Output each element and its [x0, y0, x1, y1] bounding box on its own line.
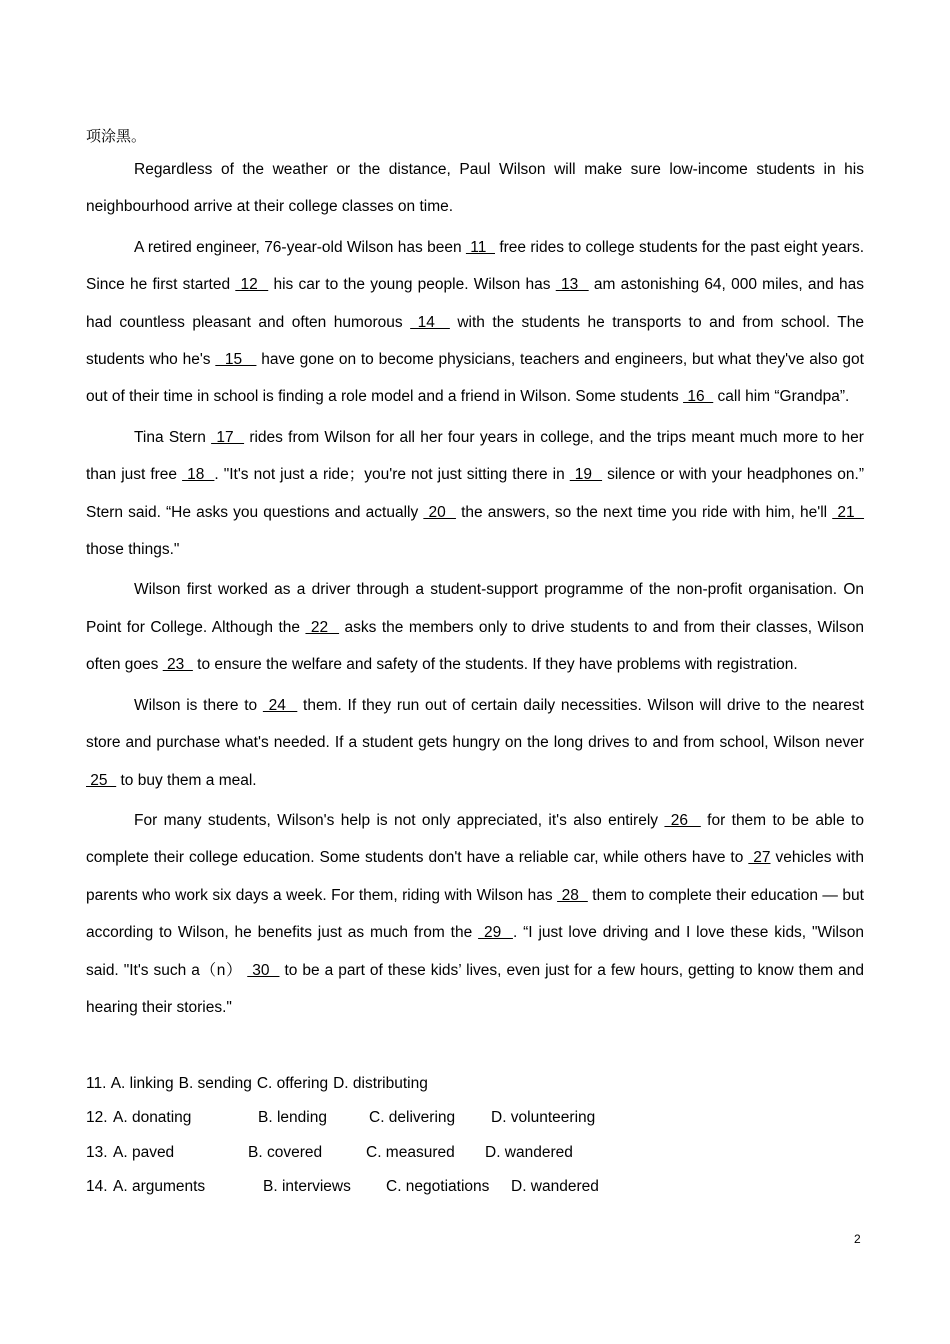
option-line	[86, 1104, 864, 1138]
passage-text: those things."	[86, 541, 180, 559]
passage-text: vehicles with parents who work six days a week. For them, riding with Wilson has	[86, 849, 864, 904]
passage-paragraph	[86, 229, 864, 416]
blank-number: 13	[555, 276, 589, 294]
answer-choice[interactable]: C. measured	[366, 1143, 455, 1161]
passage-text: Tina Stern	[134, 428, 212, 446]
blank-number: 27	[748, 849, 771, 867]
answer-choice[interactable]: C. negotiations	[386, 1177, 490, 1195]
passage-text: call him “Grandpa”.	[713, 388, 850, 406]
passage-text: them to complete their education — but according to Wilson, he benefits just as much from the	[86, 886, 864, 942]
answer-choice[interactable]: D. distributing	[333, 1075, 428, 1092]
answer-choice[interactable]: D. volunteering	[491, 1109, 596, 1127]
answer-choice[interactable]: B. lending	[258, 1109, 327, 1127]
passage-paragraph	[86, 571, 864, 683]
blank-number: 28	[557, 886, 588, 904]
blank-number: 29	[478, 924, 513, 942]
answer-choice[interactable]: D. wandered	[511, 1177, 599, 1195]
blank-number: 17	[211, 428, 245, 446]
passage-text: silence or with your headphones on.” Stern said. “He asks you questions and actually	[86, 466, 864, 521]
passage-text: . "It's not just a ride；you're not just sitting there in	[214, 466, 570, 484]
answer-choice[interactable]: D. wandered	[485, 1143, 573, 1161]
question-number: 13.	[86, 1143, 112, 1161]
question-number: 14.	[86, 1177, 112, 1195]
passage-text: am astonishing 64, 000 miles, and has had countless pleasant and often humorous	[86, 276, 864, 331]
question-number: 12.	[86, 1109, 112, 1127]
passage-text: For many students, Wilson's help is not only appreciated, it's also entirely	[134, 811, 665, 829]
blank-number: 18	[182, 466, 215, 484]
passage-text: to buy them a meal.	[116, 771, 257, 789]
passage-text: with the students he transports to and from school. The students who he's	[86, 313, 864, 369]
blank-number: 26	[664, 811, 701, 829]
passage-text: to be a part of these kids’ lives, even just for a few hours, getting to know them and hearing their stories."	[86, 961, 864, 1016]
cloze-passage	[86, 151, 864, 1029]
passage-paragraph	[86, 419, 864, 569]
answer-choice[interactable]: B. sending	[178, 1075, 252, 1092]
option-line	[86, 1070, 864, 1104]
blank-number: 25	[86, 771, 117, 789]
passage-text: Wilson first worked as a driver through a student-support programme of the non-profit organisation. On Point for College. Although the	[86, 581, 864, 636]
passage-text: his car to the young people. Wilson has	[268, 276, 556, 294]
answer-choice[interactable]: A. linking	[110, 1075, 174, 1092]
blank-number: 24	[262, 696, 298, 714]
blank-number: 15	[215, 351, 257, 369]
answer-choice[interactable]: A. arguments	[113, 1177, 206, 1195]
blank-number: 16	[683, 388, 714, 406]
passage-text: to ensure the welfare and safety of the students. If they have problems with registration.	[192, 656, 798, 674]
answer-options	[86, 1070, 864, 1207]
passage-paragraph	[86, 802, 864, 1026]
answer-choice[interactable]: A. donating	[113, 1109, 192, 1127]
passage-text: the answers, so the next time you ride with him, he'll	[455, 503, 833, 521]
answer-choice[interactable]: B. covered	[248, 1143, 323, 1161]
blank-number: 23	[162, 656, 193, 674]
answer-choice[interactable]: C. offering	[256, 1075, 329, 1092]
passage-text: rides from Wilson for all her four years in college, and the trips meant much more to her than just free	[86, 428, 864, 484]
passage-text: Wilson is there to	[134, 696, 263, 714]
option-line	[86, 1173, 864, 1207]
passage-text: A retired engineer, 76-year-old Wilson has been	[134, 238, 466, 256]
question-number: 11.	[86, 1075, 111, 1092]
passage-paragraph	[86, 151, 864, 226]
blank-number: 22	[305, 618, 340, 636]
option-line	[86, 1139, 864, 1173]
passage-text: asks the members only to drive students to and from their classes, Wilson often goes	[86, 618, 864, 674]
passage-text: them. If they run out of certain daily necessities. Wilson will drive to the nearest store and purchase what's needed. If a student gets hungry on the long drives to and from school, Wilson never	[86, 696, 864, 752]
blank-number: 11	[465, 238, 495, 256]
passage-text: free rides to college students for the past eight years. Since he first started	[86, 238, 865, 294]
blank-number: 21	[832, 503, 865, 521]
blank-number: 19	[569, 466, 603, 484]
blank-number: 30	[247, 961, 280, 979]
passage-paragraph	[86, 687, 864, 799]
blank-number: 20	[423, 503, 456, 521]
passage-text: for them to be able to complete their college education. Some students don't have a reliable car, while others have to	[86, 811, 864, 867]
answer-choice[interactable]: C. delivering	[369, 1109, 456, 1127]
passage-text: Regardless of the weather or the distance, Paul Wilson will make sure low-income students in his neighbourhood arrive at their college classes on time.	[86, 161, 864, 216]
answer-choice[interactable]: B. interviews	[263, 1177, 351, 1195]
passage-text: have gone on to become physicians, teachers and engineers, but what they've also got out of their time in school is finding a role model and a friend in Wilson. Some students	[86, 351, 864, 406]
heading-fragment: 项涂黑。	[86, 127, 147, 145]
blank-number: 12	[235, 276, 269, 294]
blank-number: 14	[410, 313, 450, 331]
page-number: 2	[854, 1232, 861, 1246]
passage-text: . “I just love driving and I love these kids, "Wilson said. "It's such a（n）	[86, 924, 864, 979]
answer-choice[interactable]: A. paved	[113, 1143, 175, 1161]
